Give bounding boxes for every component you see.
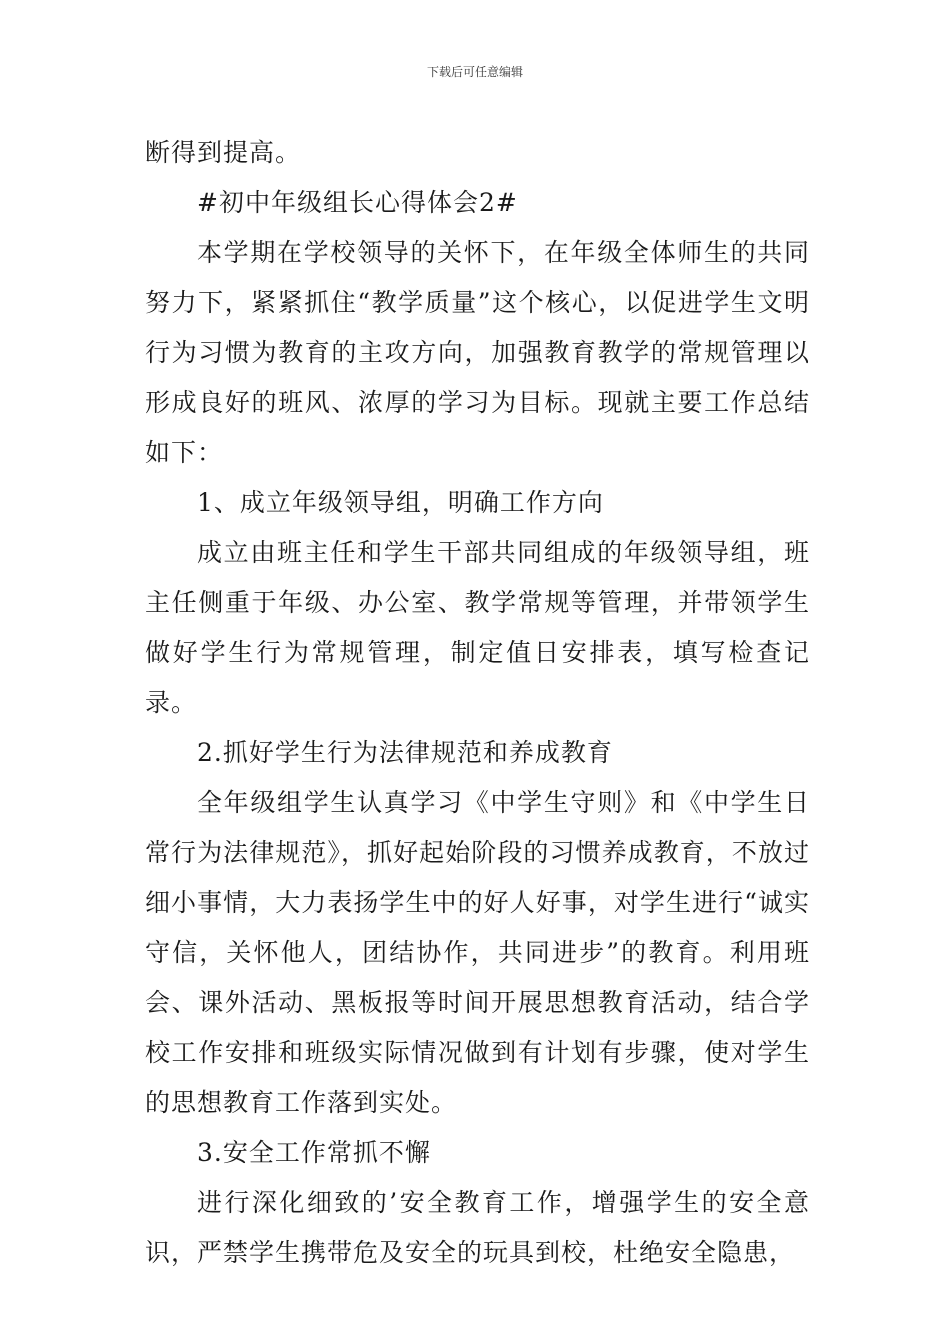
item-heading-2: 2.抓好学生行为法律规范和养成教育 <box>197 738 613 767</box>
paragraph-intro: 本学期在学校领导的关怀下，在年级全体师生的共同努力下，紧紧抓住“教学质量”这个核心，以促进学生文明行为习惯为教育的主攻方向，加强教育教学的常规管理以形成良好的班风、浓厚的学习为目标。现就主要工作总结如下： <box>145 238 810 467</box>
document-body <box>145 128 810 1278</box>
section-heading-2: #初中年级组长心得体会2# <box>197 188 518 217</box>
paragraph-item-1: 成立由班主任和学生干部共同组成的年级领导组，班主任侧重于年级、办公室、教学常规等管理，并带领学生做好学生行为常规管理，制定值日安排表，填写检查记录。 <box>145 538 810 717</box>
paragraph-item-2: 全年级组学生认真学习《中学生守则》和《中学生日常行为法律规范》，抓好起始阶段的习惯养成教育，不放过细小事情，大力表扬学生中的好人好事，对学生进行“诚实守信，关怀他人，团结协作，共同进步”的教育。利用班会、课外活动、黑板报等时间开展思想教育活动，结合学校工作安排和班级实际情况做到有计划有步骤，使对学生的思想教育工作落到实处。 <box>145 788 810 1117</box>
paragraph-continuation: 断得到提高。 <box>145 138 302 167</box>
item-heading-3: 3.安全工作常抓不懈 <box>197 1138 431 1167</box>
page-header-note: 下载后可任意编辑 <box>426 65 523 79</box>
item-heading-1: 1、成立年级领导组，明确工作方向 <box>197 488 604 517</box>
paragraph-item-3: 进行深化细致的’安全教育工作，增强学生的安全意识，严禁学生携带危及安全的玩具到校，杜绝安全隐患， <box>145 1188 810 1267</box>
